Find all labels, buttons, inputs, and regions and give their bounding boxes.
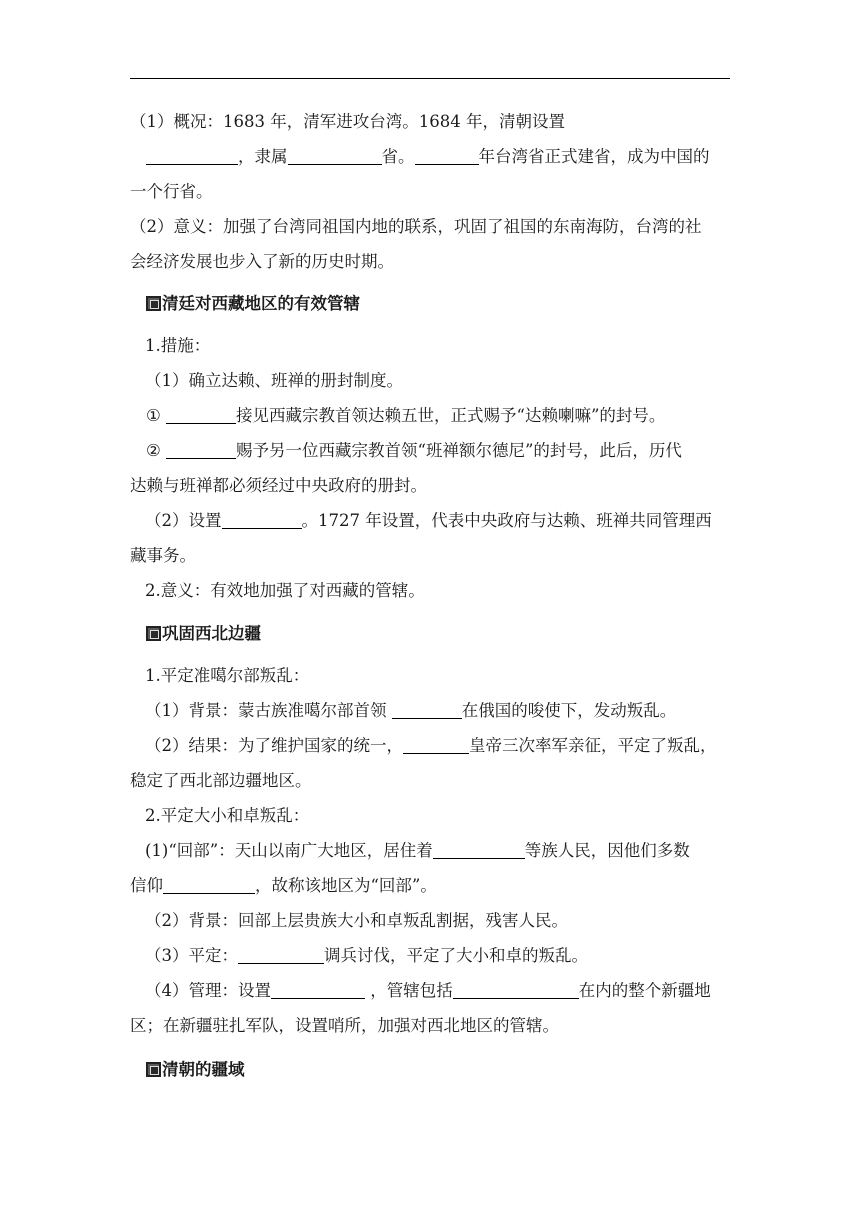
taiwan-text-fragment: 年台湾省正式建省，成为中国的 [478, 147, 710, 166]
section-heading-territory [146, 1059, 245, 1081]
northwest-admin [145, 980, 711, 1002]
answer-blank [392, 701, 462, 719]
answer-blank [222, 511, 302, 529]
list-item-text: 。1727 年设置，代表中央政府与达赖、班禅共同管理西 [301, 511, 712, 530]
list-label: 2.意义：有效地加强了对西藏的管辖。 [145, 581, 425, 600]
header-rule [130, 78, 730, 79]
taiwan-significance-text: （2）意义：加强了台湾同祖国内地的联系，巩固了祖国的东南海防，台湾的社 [130, 217, 702, 236]
section-heading-northwest [146, 623, 261, 645]
northwest-background-2 [145, 910, 568, 932]
northwest-huibu-cont [130, 875, 437, 897]
taiwan-text-fragment: 省。 [381, 147, 415, 166]
list-item-text: （1）背景：蒙古族准噶尔部首领 [145, 701, 387, 720]
section-heading-tibet [146, 293, 360, 315]
tibet-measure-1 [145, 370, 403, 392]
northwest-sub-2 [145, 805, 309, 827]
answer-blank [453, 981, 579, 999]
section-marker-icon [146, 296, 161, 311]
section-marker-icon [146, 626, 161, 641]
northwest-huibu [145, 840, 690, 862]
list-label: 1.措施： [145, 336, 211, 355]
list-item-text: ，管辖包括 [370, 981, 453, 1000]
list-item-text: 在俄国的唆使下，发动叛乱。 [461, 701, 677, 720]
answer-blank [415, 147, 479, 165]
list-item-text: 藏事务。 [130, 546, 196, 565]
taiwan-text-fragment: 一个行省。 [130, 182, 213, 201]
answer-blank [166, 441, 236, 459]
taiwan-significance-text: 会经济发展也步入了新的历史时期。 [130, 252, 394, 271]
list-item-text: 接见西藏宗教首领达赖五世，正式赐予“达赖喇嘛”的封号。 [236, 406, 666, 425]
tibet-measure-2-cont [130, 545, 196, 567]
tibet-circled-2 [146, 440, 682, 462]
list-item-text: 信仰 [130, 876, 163, 895]
section-heading-text: 清朝的疆域 [162, 1060, 245, 1079]
section-heading-text: 清廷对西藏地区的有效管辖 [162, 294, 360, 313]
taiwan-overview-text: （1）概况：1683 年，清军进攻台湾。1684 年，清朝设置 [130, 112, 565, 131]
list-item-text: （2）设置 [145, 511, 222, 530]
list-label: 1.平定准噶尔部叛乱： [145, 666, 310, 685]
list-item-text: 皇帝三次率军亲征，平定了叛乱， [469, 736, 717, 755]
taiwan-overview-line [130, 111, 565, 133]
tibet-circled-1 [146, 405, 665, 427]
list-item-text: （2）背景：回部上层贵族大小和卓叛乱割据，残害人民。 [145, 911, 568, 930]
circled-number: ② [146, 441, 161, 460]
circled-number: ① [146, 406, 161, 425]
list-item-text: （4）管理：设置 [145, 981, 271, 1000]
list-item-text: (1)“回部”：天山以南广大地区，居住着 [145, 841, 433, 860]
list-item-text: 达赖与班禅都必须经过中央政府的册封。 [130, 476, 427, 495]
tibet-measure-2 [145, 510, 712, 532]
list-label: 2.平定大小和卓叛乱： [145, 806, 310, 825]
tibet-measures-label [145, 335, 210, 357]
northwest-pacify [145, 945, 588, 967]
northwest-result-cont [130, 770, 312, 792]
northwest-admin-cont [130, 1015, 559, 1037]
answer-blank [238, 946, 324, 964]
list-item-text: 赐予另一位西藏宗教首领“班禅额尔德尼”的封号，此后，历代 [236, 441, 682, 460]
list-item-text: 等族人民，因他们多数 [524, 841, 690, 860]
taiwan-text-fragment: ，隶属 [238, 147, 288, 166]
list-item-text: （1）确立达赖、班禅的册封制度。 [145, 371, 403, 390]
answer-blank [433, 841, 525, 859]
answer-blank [271, 981, 365, 999]
answer-blank [146, 147, 238, 165]
taiwan-significance-cont [130, 251, 394, 273]
northwest-result [145, 735, 717, 757]
taiwan-line-3 [130, 181, 213, 203]
taiwan-significance-line [130, 216, 702, 238]
answer-blank [403, 736, 469, 754]
answer-blank [163, 876, 255, 894]
list-item-text: ，故称该地区为“回部”。 [255, 876, 437, 895]
list-item-text: 调兵讨伐，平定了大小和卓的叛乱。 [324, 946, 588, 965]
tibet-meaning [145, 580, 425, 602]
list-item-text: （3）平定： [145, 946, 238, 965]
list-item-text: 稳定了西北部边疆地区。 [130, 771, 312, 790]
northwest-background [145, 700, 676, 722]
list-item-text: 区；在新疆驻扎军队，设置哨所，加强对西北地区的管辖。 [130, 1016, 559, 1035]
section-marker-icon [146, 1062, 161, 1077]
list-item-text: 在内的整个新疆地 [578, 981, 711, 1000]
section-heading-text: 巩固西北边疆 [162, 624, 261, 643]
tibet-circled-2-cont [130, 475, 427, 497]
list-item-text: （2）结果：为了维护国家的统一， [145, 736, 403, 755]
answer-blank [288, 147, 382, 165]
northwest-sub-1 [145, 665, 309, 687]
taiwan-blanks-line [146, 146, 710, 168]
answer-blank [166, 406, 236, 424]
